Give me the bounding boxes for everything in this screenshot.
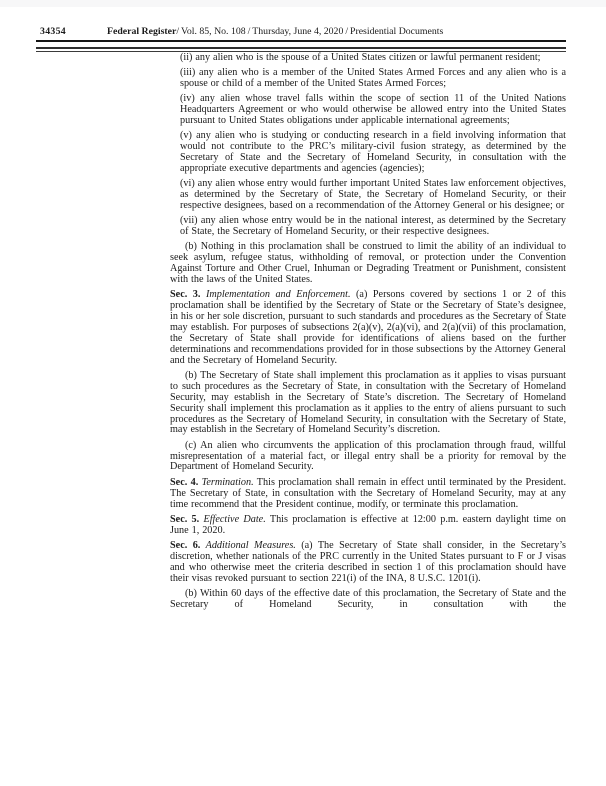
document-body bbox=[170, 53, 566, 611]
item-iii: (iii) any alien who is a member of the United States Armed Forces and any alien who is a spouse or child of a member of the United States Armed Forces; bbox=[180, 67, 566, 90]
item-v: (v) any alien who is studying or conducting research in a field involving information that would not contribute to the PRC’s military-civil fusion strategy, as determined by the Secretary of State and the Secretary of Homeland Security, in consultation with the appropriate executive departments and agencies (agencies); bbox=[180, 130, 566, 175]
issue-info: / Vol. 85, No. 108 / Thursday, June 4, 2020 / Presidential Documents bbox=[176, 26, 444, 37]
para-3b: (b) The Secretary of State shall implement this proclamation as it applies to visas pursuant to such procedures as the Secretary of State, in consultation with the Secretary of Homeland Security, may establish in the Secretary of State’s discretion. The Secretary of Homeland Security shall implement this proclamation as it applies to the entry of aliens pursuant to such procedures as the Secretary of Homeland Security, in consultation with the Secretary of State, may establish in the Secretary of Homeland Security’s discretion. bbox=[170, 369, 566, 436]
sec-3: Sec. 3. Implementation and Enforcement. (a) Persons covered by sections 1 or 2 of this proclamation shall be identified by the Secretary of State or the Secretary of State’s designee, in his or her sole discretion, pursuant to such standards and procedures as the Secretary of State may establish. For purposes of subsections 2(a)(v), 2(a)(vi), and 2(a)(vii) of this proclamation, the Secretary of State shall provide for identifications of aliens based on the further determinations and recommendations provided for in those subsections by the Attorney General and the Secretary of Homeland Security. bbox=[170, 289, 566, 366]
item-iv: (iv) any alien whose travel falls within the scope of section 11 of the United Nations Headquarters Agreement or who would otherwise be allowed entry into the United States pursuant to United States obligations under applicable international agreements; bbox=[180, 93, 566, 127]
item-vii: (vii) any alien whose entry would be in the national interest, as determined by the Secretary of State, the Secretary of Homeland Security, or their respective designees. bbox=[180, 215, 566, 238]
header-rule-single bbox=[36, 40, 566, 42]
page-edge-tint bbox=[0, 0, 606, 7]
header-rule-double-top bbox=[36, 47, 566, 49]
item-ii: (ii) any alien who is the spouse of a United States citizen or lawful permanent resident; bbox=[180, 52, 541, 63]
sec-4: Sec. 4. Termination. This proclamation shall remain in effect until terminated by the President. The Secretary of State, in consultation with the Secretary of Homeland Security, may at any time recommend that the President continue, modify, or terminate this proclamation. bbox=[170, 476, 567, 510]
sec-6: Sec. 6. Additional Measures. (a) The Secretary of State shall consider, in the Secretary’s discretion, whether nationals of the PRC currently in the United States pursuant to F or J visas and who otherwise meet the criteria described in section 1 of this proclamation should have their visas revoked pursuant to section 221(i) of the INA, 8 U.S.C. 1201(i). bbox=[170, 539, 566, 584]
para-6b: (b) Within 60 days of the effective date of this proclamation, the Secretary of State and the Secretary of Homeland Security, in consultation with the bbox=[170, 587, 566, 610]
sec-5: Sec. 5. Effective Date. This proclamation is effective at 12:00 p.m. eastern daylight time on June 1, 2020. bbox=[170, 513, 567, 536]
page-number: 34354 bbox=[40, 26, 66, 37]
journal-name: Federal Register bbox=[107, 26, 177, 37]
item-vi: (vi) any alien whose entry would further important United States law enforcement objectives, as determined by the Secretary of State, the Secretary of Homeland Security, or their respective designees, based on a recommendation of the Attorney General or his designee; or bbox=[180, 178, 566, 212]
para-2b: (b) Nothing in this proclamation shall be construed to limit the ability of an individual to seek asylum, refugee status, withholding of removal, or protection under the Convention Against Torture and Other Cruel, Inhuman or Degrading Treatment or Punishment, consistent with the laws of the United States. bbox=[170, 241, 566, 286]
running-head-title bbox=[107, 26, 443, 38]
para-3c: (c) An alien who circumvents the application of this proclamation through fraud, willful misrepresentation of a material fact, or illegal entry shall be a priority for removal by the Department of Homeland Security. bbox=[170, 439, 566, 473]
running-head bbox=[0, 26, 606, 40]
